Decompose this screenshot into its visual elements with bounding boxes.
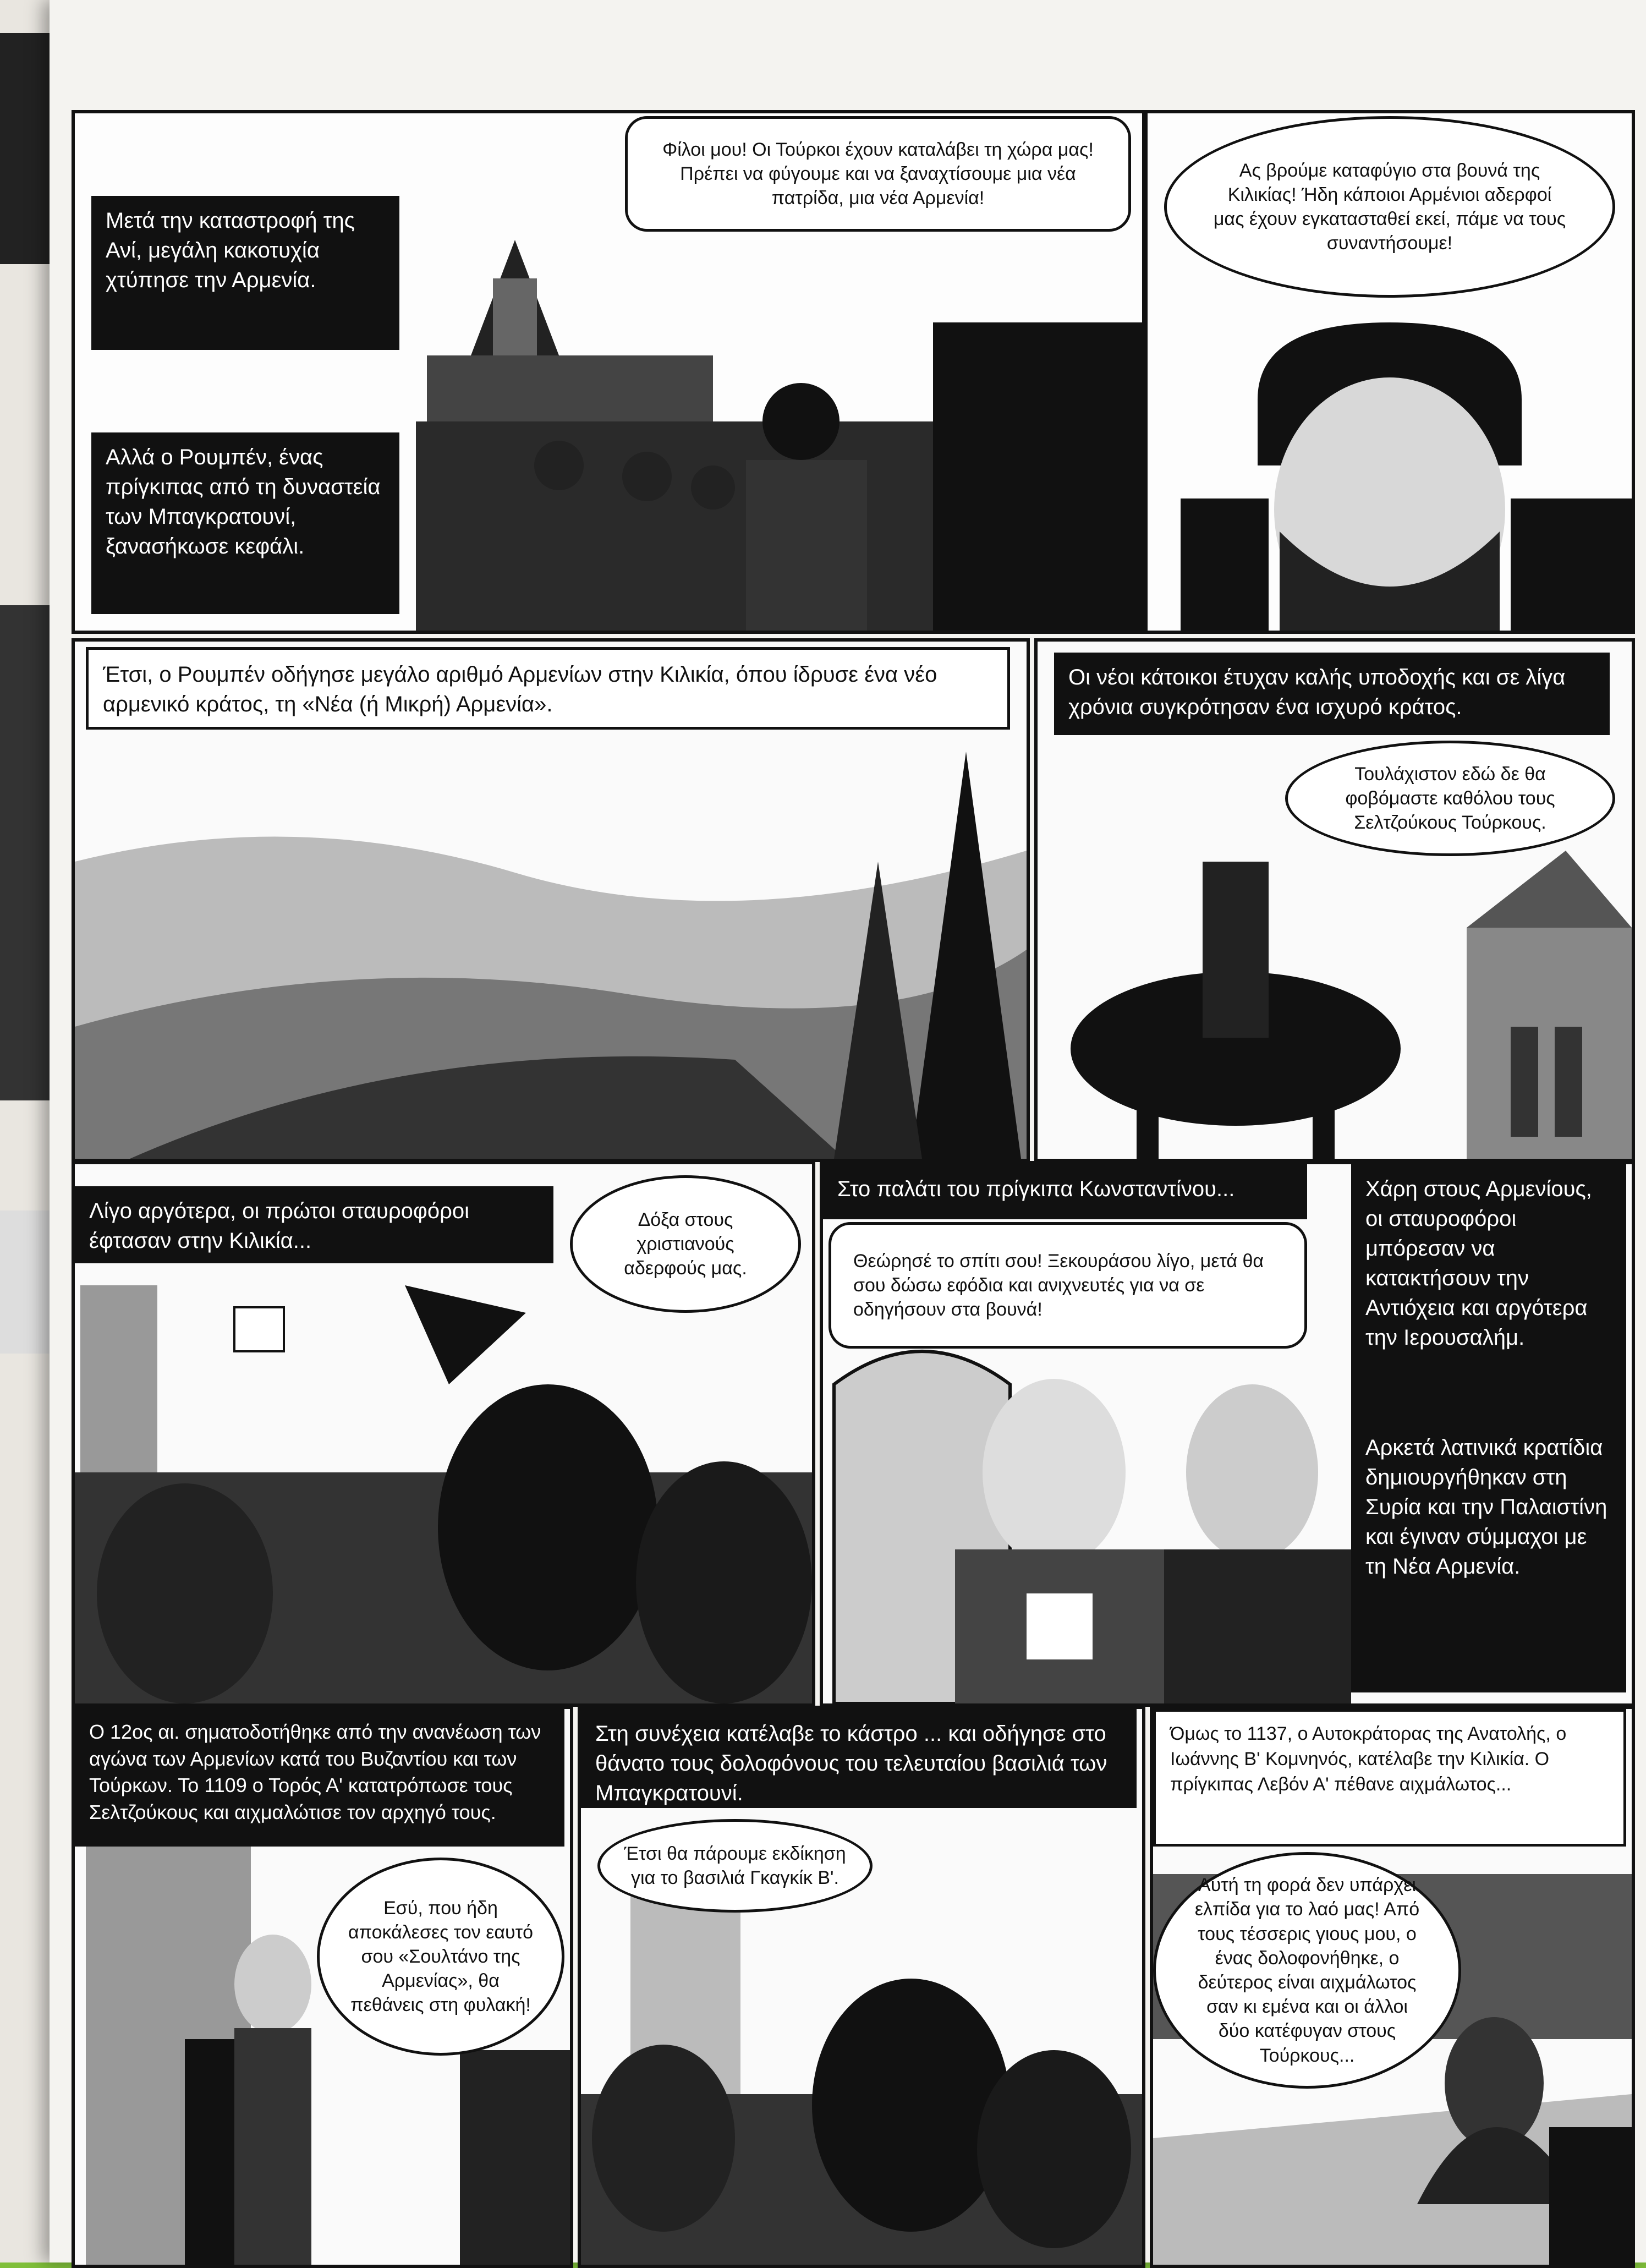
comic-page xyxy=(50,0,1646,2262)
speech-bubble: Δόξα στους χριστιανούς αδερφούς μας. xyxy=(570,1175,801,1313)
speech-bubble: Θεώρησέ το σπίτι σου! Ξεκουράσου λίγο, μετά θα σου δώσω εφόδια και ανιχνευτές για να σε οδηγήσουν στα βουνά! xyxy=(829,1222,1307,1349)
panel-8 xyxy=(578,1706,1145,2268)
caption: Όμως το 1137, ο Αυτοκράτορας της Ανατολής, ο Ιωάννης Β' Κομνηνός, κατέλαβε την Κιλικία. Ο πρίγκιπας Λεβόν Α' πέθανε αιχμάλωτος... xyxy=(1153,1709,1626,1847)
speech-bubble: Ας βρούμε καταφύγιο στα βουνά της Κιλικίας! Ήδη κάποιοι Αρμένιοι αδερφοί μας έχουν εγκατασταθεί εκεί, πάμε να τους συναντήσουμε! xyxy=(1164,116,1615,298)
caption: Ο 12ος αι. σηματοδοτήθηκε από την ανανέωση των αγώνα των Αρμενίων κατά του Βυζαντίου και των Τούρκων. Το 1109 ο Τορός Α' κατατρόπωσε τους Σελτζούκους και αιχμαλώτισε τον αρχηγό τους. xyxy=(75,1709,564,1847)
panel-2 xyxy=(1144,110,1635,634)
panel-4 xyxy=(1034,638,1635,1162)
side-caption-1: Χάρη στους Αρμενίους, οι σταυροφόροι μπόρεσαν να κατακτήσουν την Αντιόχεια και αργότερα την Ιερουσαλήμ. xyxy=(1351,1164,1626,1423)
panel-3 xyxy=(72,638,1030,1162)
caption-top: Μετά την καταστροφή της Ανί, μεγάλη κακοτυχία χτύπησε την Αρμενία. xyxy=(91,196,399,350)
caption-bottom: Αλλά ο Ρουμπέν, ένας πρίγκιπας από τη δυναστεία των Μπαγκρατουνί, ξανασήκωσε κεφάλι. xyxy=(91,432,399,614)
speech-bubble: Φίλοι μου! Οι Τούρκοι έχουν καταλάβει τη χώρα μας! Πρέπει να φύγουμε και να ξαναχτίσουμε μια νέα πατρίδα, μια νέα Αρμενία! xyxy=(625,116,1131,232)
panel-1 xyxy=(72,110,1145,634)
caption: Οι νέοι κάτοικοι έτυχαν καλής υποδοχής και σε λίγα χρόνια συγκρότησαν ένα ισχυρό κράτος. xyxy=(1054,653,1610,735)
caption: Έτσι, ο Ρουμπέν οδήγησε μεγάλο αριθμό Αρμενίων στην Κιλικία, όπου ίδρυσε ένα νέο αρμενικό κράτος, τη «Νέα (ή Μικρή) Αρμενία». xyxy=(86,647,1010,730)
speech-bubble: Τουλάχιστον εδώ δε θα φοβόμαστε καθόλου τους Σελτζούκους Τούρκους. xyxy=(1285,741,1615,856)
speech-bubble: Αυτή τη φορά δεν υπάρχει ελπίδα για το λαό μας! Από τους τέσσερις γιους μου, ο ένας δολοφονήθηκε, ο δεύτερος είναι αιχμάλωτος σαν κι εμένα και οι άλλοι δύο κατέφυγαν στους Τούρκους... xyxy=(1153,1852,1461,2089)
speech-bubble: Εσύ, που ήδη αποκάλεσες τον εαυτό σου «Σουλτάνο της Αρμενίας», θα πεθάνεις στη φυλακή! xyxy=(317,1858,564,2056)
caption: Στο παλάτι του πρίγκιπα Κωνσταντίνου... xyxy=(823,1164,1307,1219)
speech-bubble: Έτσι θα πάρουμε εκδίκηση για το βασιλιά Γκαγκίκ Β'. xyxy=(597,1819,873,1913)
panel-6 xyxy=(820,1161,1635,1707)
caption: Στη συνέχεια κατέλαβε το κάστρο ... και οδήγησε στο θάνατο τους δολοφόνους του τελευταίου βασιλιά των Μπαγκρατουνί. xyxy=(581,1709,1137,1808)
panel-7 xyxy=(72,1706,573,2268)
side-caption-2: Αρκετά λατινικά κρατίδια δημιουργήθηκαν στη Συρία και την Παλαιστίνη και έγιναν σύμμαχοι με τη Νέα Αρμενία. xyxy=(1351,1423,1626,1692)
panel-5 xyxy=(72,1161,815,1707)
caption: Λίγο αργότερα, οι πρώτοι σταυροφόροι έφτασαν στην Κιλικία... xyxy=(75,1186,553,1263)
panel-9 xyxy=(1150,1706,1635,2268)
